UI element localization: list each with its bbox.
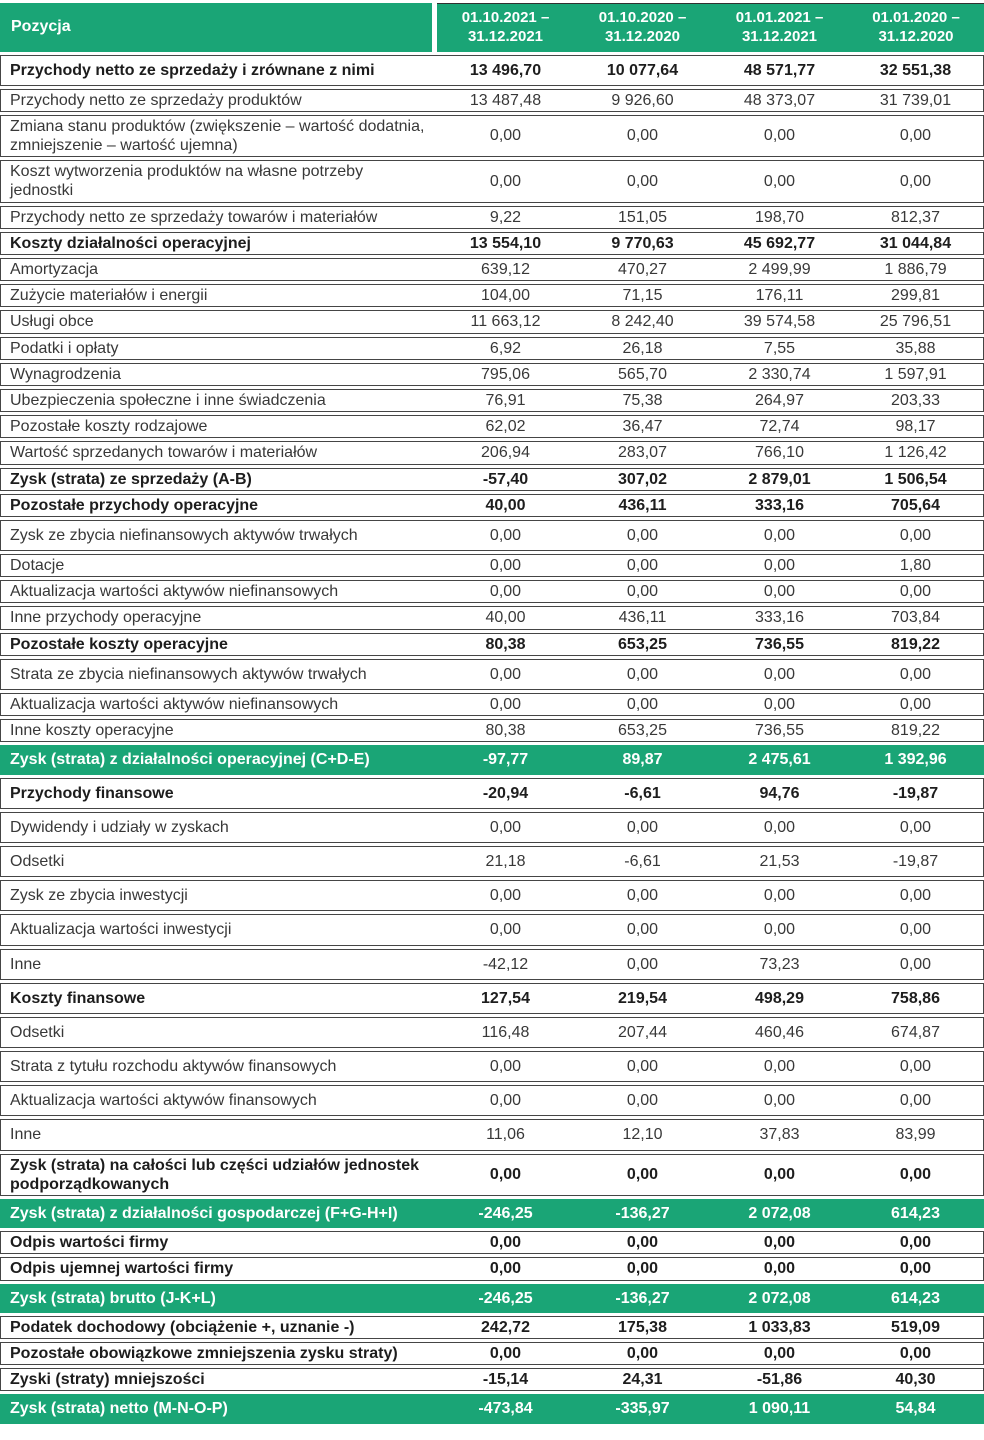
table-row [0, 914, 984, 945]
row-value: 13 496,70 [437, 55, 574, 86]
row-value: 0,00 [711, 1231, 848, 1254]
table-row [0, 1394, 984, 1423]
row-value: 2 072,08 [711, 1284, 848, 1313]
row-label: Aktualizacja wartości aktywów niefinansowych [0, 693, 437, 716]
row-value: 198,70 [711, 206, 848, 229]
row-value: 13 487,48 [437, 89, 574, 112]
row-value: 0,00 [437, 659, 574, 690]
row-value: 0,00 [437, 520, 574, 551]
row-value: -335,97 [574, 1394, 711, 1423]
row-value: 219,54 [574, 983, 711, 1014]
row-value: -6,61 [574, 846, 711, 877]
row-value: 283,07 [574, 441, 711, 464]
row-label: Aktualizacja wartości aktywów niefinansowych [0, 580, 437, 603]
row-label: Podatek dochodowy (obciążenie +, uznanie -) [0, 1316, 437, 1339]
row-value: 1 506,54 [848, 468, 984, 491]
row-value: 0,00 [437, 580, 574, 603]
row-value: 2 499,99 [711, 258, 848, 281]
row-value: -42,12 [437, 949, 574, 980]
row-value: 71,15 [574, 284, 711, 307]
table-row [0, 415, 984, 438]
table-row [0, 441, 984, 464]
row-label: Przychody netto ze sprzedaży i zrównane z nimi [0, 55, 437, 86]
row-value: 0,00 [437, 115, 574, 157]
row-label: Ubezpieczenia społeczne i inne świadczenia [0, 389, 437, 412]
row-value: 31 044,84 [848, 232, 984, 255]
row-label: Pozostałe przychody operacyjne [0, 494, 437, 517]
row-value: 0,00 [848, 1342, 984, 1365]
row-value: 795,06 [437, 363, 574, 386]
row-value: 0,00 [437, 1231, 574, 1254]
row-value: 470,27 [574, 258, 711, 281]
table-row [0, 1119, 984, 1150]
table-row [0, 846, 984, 877]
table-row [0, 745, 984, 774]
row-value: 703,84 [848, 606, 984, 629]
row-value: 0,00 [848, 520, 984, 551]
row-value: 40,00 [437, 606, 574, 629]
row-value: 2 879,01 [711, 468, 848, 491]
row-value: 0,00 [437, 1257, 574, 1280]
row-value: 0,00 [848, 1154, 984, 1196]
row-label: Wynagrodzenia [0, 363, 437, 386]
row-value: 0,00 [437, 812, 574, 843]
row-label: Inne [0, 949, 437, 980]
row-value: 48 571,77 [711, 55, 848, 86]
row-value: 307,02 [574, 468, 711, 491]
row-value: 614,23 [848, 1284, 984, 1313]
table-row [0, 693, 984, 716]
row-value: -57,40 [437, 468, 574, 491]
row-value: 0,00 [711, 1051, 848, 1082]
row-value: 11,06 [437, 1119, 574, 1150]
row-label: Inne [0, 1119, 437, 1150]
row-value: 24,31 [574, 1368, 711, 1391]
row-value: 151,05 [574, 206, 711, 229]
row-value: 0,00 [574, 1257, 711, 1280]
row-value: 40,30 [848, 1368, 984, 1391]
row-value: 436,11 [574, 606, 711, 629]
row-value: 0,00 [848, 160, 984, 202]
row-value: 80,38 [437, 719, 574, 742]
row-label: Zyski (straty) mniejszości [0, 1368, 437, 1391]
row-value: 0,00 [574, 580, 711, 603]
row-label: Zysk (strata) z działalności gospodarczej (F+G-H+I) [0, 1199, 437, 1228]
row-value: 1 126,42 [848, 441, 984, 464]
row-value: 127,54 [437, 983, 574, 1014]
row-value: 26,18 [574, 337, 711, 360]
row-label: Koszt wytworzenia produktów na własne potrzeby jednostki [0, 160, 437, 202]
row-value: -473,84 [437, 1394, 574, 1423]
table-row [0, 1342, 984, 1365]
row-value: 0,00 [711, 520, 848, 551]
row-label: Wartość sprzedanych towarów i materiałów [0, 441, 437, 464]
row-value: 736,55 [711, 633, 848, 656]
row-value: 32 551,38 [848, 55, 984, 86]
row-label: Zysk (strata) ze sprzedaży (A-B) [0, 468, 437, 491]
row-label: Strata ze zbycia niefinansowych aktywów trwałych [0, 659, 437, 690]
table-row [0, 115, 984, 157]
row-value: 333,16 [711, 606, 848, 629]
row-value: 0,00 [437, 1085, 574, 1116]
table-row [0, 778, 984, 809]
column-header-pozycja: Pozycja [0, 3, 437, 52]
row-label: Koszty finansowe [0, 983, 437, 1014]
row-value: 9,22 [437, 206, 574, 229]
table-row [0, 719, 984, 742]
row-value: 35,88 [848, 337, 984, 360]
row-value: 0,00 [711, 1342, 848, 1365]
row-label: Przychody netto ze sprzedaży produktów [0, 89, 437, 112]
row-label: Odpis wartości firmy [0, 1231, 437, 1254]
row-value: 519,09 [848, 1316, 984, 1339]
column-header-period-fy-2020: 01.01.2020 – 31.12.2020 [848, 3, 984, 52]
row-label: Dywidendy i udziały w zyskach [0, 812, 437, 843]
row-value: 0,00 [574, 880, 711, 911]
row-value: 0,00 [574, 554, 711, 577]
column-header-period-fy-2021: 01.01.2021 – 31.12.2021 [711, 3, 848, 52]
row-value: 10 077,64 [574, 55, 711, 86]
row-value: 565,70 [574, 363, 711, 386]
row-value: 0,00 [848, 659, 984, 690]
table-row [0, 1368, 984, 1391]
row-label: Aktualizacja wartości aktywów finansowych [0, 1085, 437, 1116]
row-label: Usługi obce [0, 310, 437, 333]
table-row [0, 1154, 984, 1196]
row-value: 299,81 [848, 284, 984, 307]
row-value: 812,37 [848, 206, 984, 229]
table-row [0, 1231, 984, 1254]
table-row [0, 633, 984, 656]
row-value: 1 597,91 [848, 363, 984, 386]
row-label: Zysk (strata) netto (M-N-O-P) [0, 1394, 437, 1423]
row-label: Zysk (strata) z działalności operacyjnej (C+D-E) [0, 745, 437, 774]
row-value: 0,00 [437, 554, 574, 577]
row-value: -15,14 [437, 1368, 574, 1391]
row-value: 0,00 [711, 115, 848, 157]
row-value: 705,64 [848, 494, 984, 517]
row-value: 0,00 [574, 949, 711, 980]
row-value: 0,00 [848, 1231, 984, 1254]
row-value: -19,87 [848, 846, 984, 877]
row-value: 0,00 [574, 1085, 711, 1116]
row-value: 0,00 [437, 914, 574, 945]
row-value: -246,25 [437, 1284, 574, 1313]
row-label: Zysk ze zbycia niefinansowych aktywów trwałych [0, 520, 437, 551]
row-value: 736,55 [711, 719, 848, 742]
row-value: 2 072,08 [711, 1199, 848, 1228]
row-value: 12,10 [574, 1119, 711, 1150]
table-row [0, 206, 984, 229]
row-value: 75,38 [574, 389, 711, 412]
row-value: 1,80 [848, 554, 984, 577]
table-row [0, 494, 984, 517]
row-value: 116,48 [437, 1017, 574, 1048]
row-value: 0,00 [574, 693, 711, 716]
table-row [0, 1199, 984, 1228]
row-value: 1 886,79 [848, 258, 984, 281]
column-header-period-q4-2021: 01.10.2021 – 31.12.2021 [437, 3, 574, 52]
row-value: -97,77 [437, 745, 574, 774]
table-row [0, 284, 984, 307]
table-row [0, 606, 984, 629]
table-row [0, 258, 984, 281]
row-value: 207,44 [574, 1017, 711, 1048]
row-value: 0,00 [711, 693, 848, 716]
table-row [0, 812, 984, 843]
row-value: -20,94 [437, 778, 574, 809]
row-value: 0,00 [574, 160, 711, 202]
row-value: 766,10 [711, 441, 848, 464]
row-value: 0,00 [574, 115, 711, 157]
row-value: 0,00 [711, 659, 848, 690]
row-value: 0,00 [848, 812, 984, 843]
table-row [0, 949, 984, 980]
row-label: Pozostałe koszty operacyjne [0, 633, 437, 656]
row-value: 175,38 [574, 1316, 711, 1339]
row-value: 7,55 [711, 337, 848, 360]
row-value: 62,02 [437, 415, 574, 438]
row-value: 1 090,11 [711, 1394, 848, 1423]
row-value: 0,00 [574, 1342, 711, 1365]
row-label: Przychody finansowe [0, 778, 437, 809]
table-row [0, 880, 984, 911]
row-value: 639,12 [437, 258, 574, 281]
row-value: 0,00 [437, 880, 574, 911]
row-value: 0,00 [848, 914, 984, 945]
row-value: 436,11 [574, 494, 711, 517]
row-value: 2 330,74 [711, 363, 848, 386]
row-value: 2 475,61 [711, 745, 848, 774]
row-value: 176,11 [711, 284, 848, 307]
table-row [0, 659, 984, 690]
row-value: 0,00 [574, 914, 711, 945]
table-row [0, 468, 984, 491]
row-value: 76,91 [437, 389, 574, 412]
row-value: 819,22 [848, 633, 984, 656]
row-label: Odsetki [0, 1017, 437, 1048]
table-row [0, 1017, 984, 1048]
row-value: 11 663,12 [437, 310, 574, 333]
row-value: 0,00 [848, 1085, 984, 1116]
row-value: 0,00 [437, 693, 574, 716]
row-value: -19,87 [848, 778, 984, 809]
table-row [0, 89, 984, 112]
row-label: Amortyzacja [0, 258, 437, 281]
row-value: 13 554,10 [437, 232, 574, 255]
table-row [0, 1257, 984, 1280]
row-value: -51,86 [711, 1368, 848, 1391]
row-value: 0,00 [574, 1154, 711, 1196]
row-label: Inne koszty operacyjne [0, 719, 437, 742]
row-value: 0,00 [848, 1051, 984, 1082]
row-value: 48 373,07 [711, 89, 848, 112]
row-value: 264,97 [711, 389, 848, 412]
row-value: 9 770,63 [574, 232, 711, 255]
row-value: 31 739,01 [848, 89, 984, 112]
row-value: 83,99 [848, 1119, 984, 1150]
row-value: 203,33 [848, 389, 984, 412]
row-label: Podatki i opłaty [0, 337, 437, 360]
row-value: 39 574,58 [711, 310, 848, 333]
row-label: Koszty działalności operacyjnej [0, 232, 437, 255]
row-value: 0,00 [437, 1342, 574, 1365]
table-row [0, 1051, 984, 1082]
row-value: 0,00 [848, 1257, 984, 1280]
row-value: 0,00 [437, 160, 574, 202]
table-row [0, 55, 984, 86]
row-value: -6,61 [574, 778, 711, 809]
row-label: Dotacje [0, 554, 437, 577]
row-label: Zmiana stanu produktów (zwiększenie – wartość dodatnia, zmniejszenie – wartość ujemna) [0, 115, 437, 157]
row-value: 0,00 [711, 160, 848, 202]
row-value: 94,76 [711, 778, 848, 809]
row-value: 674,87 [848, 1017, 984, 1048]
row-value: 80,38 [437, 633, 574, 656]
row-label: Zysk (strata) brutto (J-K+L) [0, 1284, 437, 1313]
row-value: 1 033,83 [711, 1316, 848, 1339]
row-value: 45 692,77 [711, 232, 848, 255]
row-value: 1 392,96 [848, 745, 984, 774]
row-value: 36,47 [574, 415, 711, 438]
row-value: 333,16 [711, 494, 848, 517]
row-value: 0,00 [574, 1231, 711, 1254]
table-row [0, 363, 984, 386]
row-label: Przychody netto ze sprzedaży towarów i materiałów [0, 206, 437, 229]
row-value: 0,00 [711, 580, 848, 603]
row-label: Pozostałe obowiązkowe zmniejszenia zysku straty) [0, 1342, 437, 1365]
row-value: 54,84 [848, 1394, 984, 1423]
row-value: 0,00 [574, 520, 711, 551]
table-row [0, 1316, 984, 1339]
row-value: 0,00 [711, 812, 848, 843]
row-value: 73,23 [711, 949, 848, 980]
row-label: Aktualizacja wartości inwestycji [0, 914, 437, 945]
table-body [0, 55, 984, 1424]
row-value: 0,00 [848, 115, 984, 157]
row-value: 25 796,51 [848, 310, 984, 333]
row-value: 0,00 [711, 554, 848, 577]
row-value: -246,25 [437, 1199, 574, 1228]
row-value: 0,00 [437, 1154, 574, 1196]
row-value: 21,53 [711, 846, 848, 877]
row-value: 0,00 [437, 1051, 574, 1082]
row-value: 206,94 [437, 441, 574, 464]
row-label: Strata z tytułu rozchodu aktywów finansowych [0, 1051, 437, 1082]
row-label: Zysk ze zbycia inwestycji [0, 880, 437, 911]
row-value: 89,87 [574, 745, 711, 774]
row-label: Odpis ujemnej wartości firmy [0, 1257, 437, 1280]
table-row [0, 1284, 984, 1313]
table-row [0, 983, 984, 1014]
row-value: 242,72 [437, 1316, 574, 1339]
row-label: Odsetki [0, 846, 437, 877]
table-header-row [0, 3, 984, 52]
row-value: 6,92 [437, 337, 574, 360]
row-label: Pozostałe koszty rodzajowe [0, 415, 437, 438]
row-value: 9 926,60 [574, 89, 711, 112]
row-value: 0,00 [711, 1085, 848, 1116]
row-value: 460,46 [711, 1017, 848, 1048]
row-value: 104,00 [437, 284, 574, 307]
row-value: 0,00 [848, 949, 984, 980]
row-value: -136,27 [574, 1284, 711, 1313]
row-value: 72,74 [711, 415, 848, 438]
table-row [0, 232, 984, 255]
row-value: 40,00 [437, 494, 574, 517]
row-value: 21,18 [437, 846, 574, 877]
table-row [0, 580, 984, 603]
row-label: Zysk (strata) na całości lub części udziałów jednostek podporządkowanych [0, 1154, 437, 1196]
table-row [0, 554, 984, 577]
row-value: 0,00 [848, 880, 984, 911]
row-value: 819,22 [848, 719, 984, 742]
table-row [0, 337, 984, 360]
row-value: 8 242,40 [574, 310, 711, 333]
row-value: 0,00 [848, 693, 984, 716]
row-value: -136,27 [574, 1199, 711, 1228]
row-value: 0,00 [711, 1257, 848, 1280]
table-row [0, 389, 984, 412]
row-value: 0,00 [711, 914, 848, 945]
row-value: 0,00 [574, 1051, 711, 1082]
table-row [0, 520, 984, 551]
column-header-period-q4-2020: 01.10.2020 – 31.12.2020 [574, 3, 711, 52]
row-value: 0,00 [574, 659, 711, 690]
table-row [0, 310, 984, 333]
row-value: 498,29 [711, 983, 848, 1014]
row-value: 37,83 [711, 1119, 848, 1150]
row-value: 653,25 [574, 633, 711, 656]
row-value: 0,00 [711, 1154, 848, 1196]
row-value: 0,00 [574, 812, 711, 843]
row-value: 0,00 [848, 580, 984, 603]
row-value: 0,00 [711, 880, 848, 911]
row-value: 98,17 [848, 415, 984, 438]
table-row [0, 160, 984, 202]
table-row [0, 1085, 984, 1116]
row-value: 758,86 [848, 983, 984, 1014]
row-value: 653,25 [574, 719, 711, 742]
row-label: Inne przychody operacyjne [0, 606, 437, 629]
row-label: Zużycie materiałów i energii [0, 284, 437, 307]
row-value: 614,23 [848, 1199, 984, 1228]
